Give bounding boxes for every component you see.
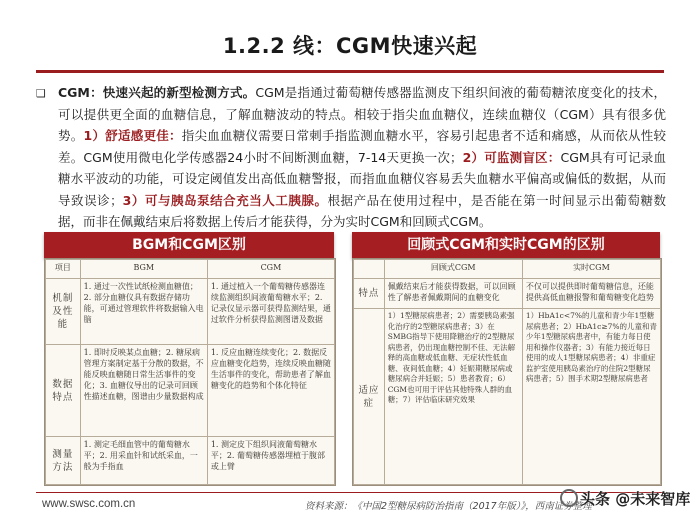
row-label: 测量方法 [46,437,81,485]
table-header-cell [354,260,385,279]
table-cell: 佩戴结束后才能获得数据，可以回顾性了解患者佩戴期间的血糖变化 [384,279,522,309]
table-header-cell: CGM [207,260,334,279]
table-cell: 1. 通过植入一个葡萄糖传感器连续监测组织间液葡萄糖水平；2. 记录仪显示器可获得监测结果，通过软件分析获得监测图谱及数据 [207,279,334,345]
paragraph-heading: CGM：快速兴起的新型检测方式。 [58,85,256,100]
watermark [560,488,690,509]
watermark-text: 头条 @未来智库 [580,490,691,508]
row-label: 特点 [354,279,385,309]
advantage-1-heading: 1）舒适感更佳： [83,128,182,143]
watermark-logo-icon [560,489,578,507]
square-bullet-icon: ❑ [36,87,46,100]
footer-url: www.swsc.com.cn [42,498,136,510]
bgm-cgm-panel-title: BGM和CGM区别 [44,232,334,258]
table-header-cell: BGM [80,260,207,279]
table-row [354,279,661,309]
bgm-cgm-table-image [44,258,336,486]
table-row [46,345,335,437]
table-cell: 1）HbA1c<7%的儿童和青少年1型糖尿病患者；2）HbA1c≥7%的儿童和青少年1型糖尿病患者中，有能力每日使用和操作仪器者；3）有能力接近每日使用的成人1型糖尿病患者；4）非重症监护室使用胰岛素治疗的住院2型糖尿病患者；5）围手术期2型糖尿病患者 [522,309,660,485]
retro-realtime-cgm-panel-title: 回顾式CGM和实时CGM的区别 [352,232,660,258]
footer-source: 资料来源：《中国2型糖尿病防治指南（2017年版）》，西南证券整理 [305,501,592,512]
table-cell: 1. 测定皮下组织间液葡萄糖水平；2. 葡萄糖传感器埋植于腹部或上臂 [207,437,334,485]
table-row [354,309,661,485]
table-cell: 1. 反应血糖连续变化；2. 数据反应血糖变化趋势，连续反映血糖随生活事件的变化，帮助患者了解血糖变化的趋势和个体化特征 [207,345,334,437]
table-cell: 1）1型糖尿病患者；2）需要胰岛素强化治疗的2型糖尿病患者；3）在SMBG指导下使用降糖治疗的2型糖尿病患者，仍出现血糖控制不佳、无法解释的高血糖或低血糖、无症状性低血糖、夜间低血糖；4）妊娠期糖尿病或糖尿病合并妊娠；5）患者教育；6）CGM也可用于评估其他特殊人群的血糖；7）评估临床研究效果 [384,309,522,485]
paragraph-sentence-1: CGM是指通过葡萄糖传感器监测皮下组织间液的葡萄糖浓度变化的技术，可以提供更全面的血糖信息，了解血糖波动的特点。相较于指尖血血糖仪，连续血糖仪（CGM）具有很多优势。 [58,85,666,143]
paragraph-body [38,82,666,233]
table-cell: 1. 即时反映某点血糖；2. 糖尿病管理方案制定基于分散的数据，不能反映血糖随日常生活事件的变化；3. 血糖仪导出的记录可回顾性描述血糖，图谱由少量数据构成 [80,345,207,437]
table-header-row [354,260,661,279]
paragraph-sentence-2: 指尖血血糖仪需要日常刺手指监测血糖水平，容易引起患者不适和痛感，从而依从性较差。CGM使用微电化学传感器24小时不间断测血糖，7-14天更换一次； [58,128,666,165]
intro-paragraph [38,82,666,233]
row-label: 机制及性能 [46,279,81,345]
table-header-row [46,260,335,279]
table-header-cell: 实时CGM [522,260,660,279]
page-title: 1.2.2 线：CGM快速兴起 [222,34,478,58]
table-header-cell: 项目 [46,260,81,279]
row-label: 数据特点 [46,345,81,437]
row-label: 适应症 [354,309,385,485]
retro-realtime-cgm-table [353,259,661,485]
bgm-cgm-table [45,259,335,485]
advantage-3-heading: 3）可与胰岛泵结合充当人工胰腺。 [122,192,328,208]
paragraph-sentence-3: CGM具有可记录血糖水平波动的功能，可设定阈值发出高低血糖警报，而指血血糖仪容易丢失血糖水平偏高或偏低的数据，从而导致误诊； [58,149,667,208]
retro-realtime-cgm-table-image [352,258,662,486]
table-cell: 1. 通过一次性试纸检测血糖值；2. 部分血糖仪具有数据存储功能，可通过管理软件将数据输入电脑 [80,279,207,345]
advantage-2-heading: 2）可监测盲区： [462,149,561,165]
table-row [46,279,335,345]
table-cell: 1. 测定毛细血管中的葡萄糖水平；2. 用采血针和试纸采血，一般为手指血 [80,437,207,485]
table-header-cell: 回顾式CGM [384,260,522,279]
table-cell: 不仅可以提供即时葡萄糖信息，还能提供高低血糖报警和葡萄糖变化趋势 [522,279,660,309]
title-divider [36,70,664,73]
paragraph-sentence-4: 根据产品在使用过程中，是否能在第一时间显示出葡萄糖数据，而非在佩戴结束后将数据上传后才能获得，分为实时CGM和回顾式CGM。 [58,192,666,229]
table-row [46,437,335,485]
